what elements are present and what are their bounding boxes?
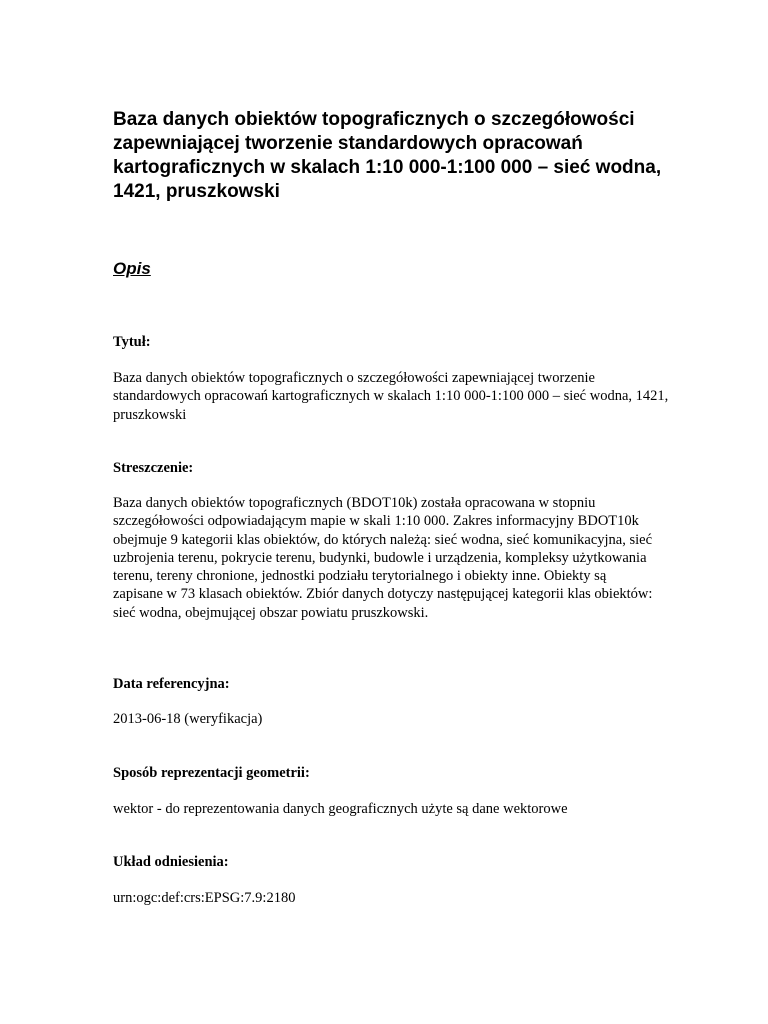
section-heading-opis: Opis [113, 259, 151, 278]
field-value-title: Baza danych obiektów topograficznych o szczegółowości zapewniającej tworzenie standardowych opracowań kartograficznych w skalach 1:10 000-1:100 000 – sieć wodna, 1421, pruszkowski [113, 370, 669, 423]
field-label-geometry-representation: Sposób reprezentacji geometrii: [113, 765, 310, 781]
field-value-reference-date: 2013-06-18 (weryfikacja) [113, 711, 263, 727]
field-value-geometry-representation: wektor - do reprezentowania danych geograficznych użyte są dane wektorowe [113, 801, 568, 817]
field-label-reference-date: Data referencyjna: [113, 676, 230, 692]
field-label-title: Tytuł: [113, 334, 151, 350]
document-title: Baza danych obiektów topograficznych o szczegółowości zapewniającej tworzenie standardowych opracowań kartograficznych w skalach 1:10 000-1:100 000 – sieć wodna, 1421, pruszkowski [113, 109, 662, 202]
field-label-reference-system: Układ odniesienia: [113, 854, 229, 870]
field-value-reference-system: urn:ogc:def:crs:EPSG:7.9:2180 [113, 890, 296, 906]
field-label-abstract: Streszczenie: [113, 460, 194, 476]
field-value-abstract: Baza danych obiektów topograficznych (BDOT10k) została opracowana w stopniu szczegółowości odpowiadającym mapie w skali 1:10 000. Zakres informacyjny BDOT10k obejmuje 9 kategorii klas obiektów, do których należą: sieć wodna, sieć komunikacyjna, sieć uzbrojenia terenu, pokrycie terenu, budynki, budowle i urządzenia, kompleksy użytkowania terenu, tereny chronione, jednostki podziału terytorialnego i obiekty inne. Obiekty są zapisane w 73 klasach obiektów. Zbiór danych dotyczy następującej kategorii klas obiektów: sieć wodna, obejmującej obszar powiatu pruszkowski. [113, 495, 653, 621]
